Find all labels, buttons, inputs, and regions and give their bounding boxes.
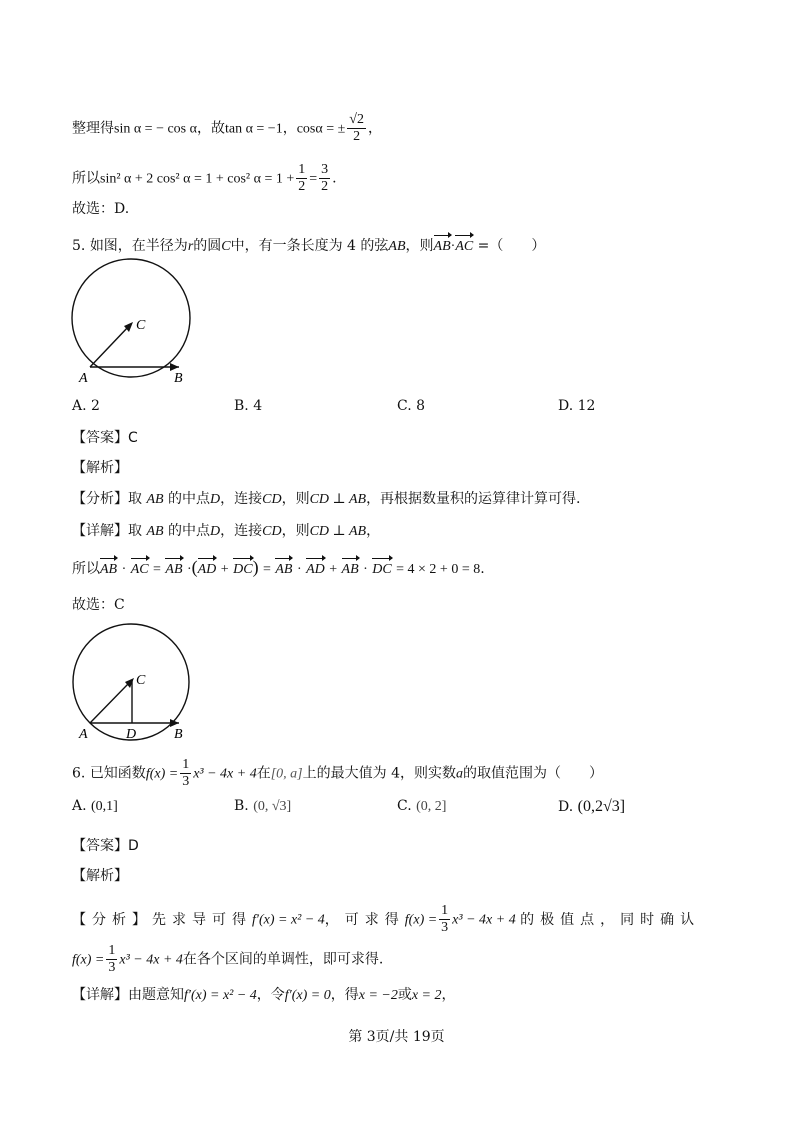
math-expr: sin² α + 2 cos² α = 1 + cos² α = 1 + bbox=[100, 171, 295, 187]
text: 所以 bbox=[72, 170, 100, 187]
math-expr: cosα = ± bbox=[296, 121, 346, 137]
math-expr: sin α = − cos α bbox=[114, 121, 197, 137]
vector: AC bbox=[455, 237, 473, 257]
text: ， bbox=[282, 120, 297, 137]
vector-ac bbox=[90, 326, 129, 367]
analysis-5: 【分析】取 AB 的中点D，连接CD，则CD ⊥ AB，再根据数量积的运算律计算可得. bbox=[72, 491, 581, 507]
circle bbox=[72, 259, 190, 377]
vector-ac bbox=[90, 682, 130, 723]
fraction: $\frac{1}{2}$ bbox=[298, 162, 306, 194]
computation-5: 所以AB · AC = AB ·(AD + DC) = AB · AD + AB · DC = 4 × 2 + 0 = 8. bbox=[72, 557, 485, 580]
option-a[interactable]: A. (0,1] bbox=[72, 798, 118, 814]
line-2: 所以sin² α + 2 cos² α = 1 + cos² α = 1 + $\frac{1}{2}$ = $\frac{3}{2}$ . bbox=[72, 162, 337, 194]
question-6: 6. 已知函数f(x) = $\frac{1}{3}$ x³ − 4x + 4在[0, a]上的最大值为 4，则实数a的取值范围为（ ） bbox=[72, 757, 603, 789]
text: ， bbox=[367, 120, 382, 137]
math-expr: tan α = −1 bbox=[224, 121, 283, 137]
circle-figure-2 bbox=[66, 622, 201, 744]
label-b: B bbox=[174, 371, 183, 386]
analysis-heading-5: 【解析】 bbox=[72, 460, 128, 476]
option-c[interactable]: C. 8 bbox=[397, 398, 426, 414]
label-b: B bbox=[174, 727, 183, 742]
label-a: A bbox=[79, 371, 88, 386]
label-a: A bbox=[79, 727, 88, 742]
fraction: $\frac{3}{2}$ bbox=[321, 162, 329, 194]
question-number: 5. bbox=[72, 238, 86, 254]
line-1 bbox=[72, 112, 382, 145]
option-d[interactable]: D. (0,2√3] bbox=[558, 798, 626, 815]
option-d[interactable]: D. 12 bbox=[558, 398, 596, 414]
label-c: C bbox=[136, 673, 146, 688]
option-b[interactable]: B. (0, √3] bbox=[234, 798, 292, 814]
text: 整理得 bbox=[72, 120, 114, 137]
line-3: 故选：D. bbox=[72, 201, 130, 217]
fraction: $\frac{√2}{2}$ bbox=[349, 112, 364, 144]
analysis-6-line-1: 【分析】先求导可得f′(x) = x² − 4，可求得f(x) = $\frac{1}{3}$ x³ − 4x + 4 的极值点，同时确认 bbox=[72, 903, 701, 935]
label-c: C bbox=[136, 318, 146, 333]
detail-5: 【详解】取 AB 的中点D，连接CD，则CD ⊥ AB， bbox=[72, 523, 381, 539]
fraction: $\frac{1}{3}$ bbox=[108, 943, 116, 975]
option-c[interactable]: C. (0, 2] bbox=[397, 798, 447, 814]
choose-5: 故选：C bbox=[72, 597, 125, 613]
option-b[interactable]: B. 4 bbox=[234, 398, 263, 414]
circle-figure-1 bbox=[66, 258, 201, 388]
arrow-head bbox=[170, 363, 179, 371]
page-footer: 第 3页/共 19页 bbox=[348, 1029, 445, 1045]
detail-6: 【详解】由题意知f′(x) = x² − 4，令f′(x) = 0，得x = −2或x = 2， bbox=[72, 987, 456, 1003]
analysis-heading-6: 【解析】 bbox=[72, 868, 128, 884]
analysis-6-line-2: f(x) = $\frac{1}{3}$ x³ − 4x + 4在各个区间的单调性，即可求得. bbox=[72, 943, 384, 975]
question-number: 6. bbox=[72, 765, 86, 782]
option-a[interactable]: A. 2 bbox=[72, 398, 100, 414]
fraction: $\frac{1}{3}$ bbox=[182, 757, 190, 789]
answer-6: 【答案】D bbox=[72, 838, 139, 854]
label-d: D bbox=[126, 727, 137, 742]
vector: AB bbox=[434, 237, 451, 257]
answer-5: 【答案】C bbox=[72, 430, 138, 446]
fraction: $\frac{1}{3}$ bbox=[441, 903, 449, 935]
question-5: 5. 如图，在半径为r的圆C中，有一条长度为 4 的弦AB，则AB·AC =（ ） bbox=[72, 236, 545, 257]
text: ，故 bbox=[196, 120, 225, 137]
